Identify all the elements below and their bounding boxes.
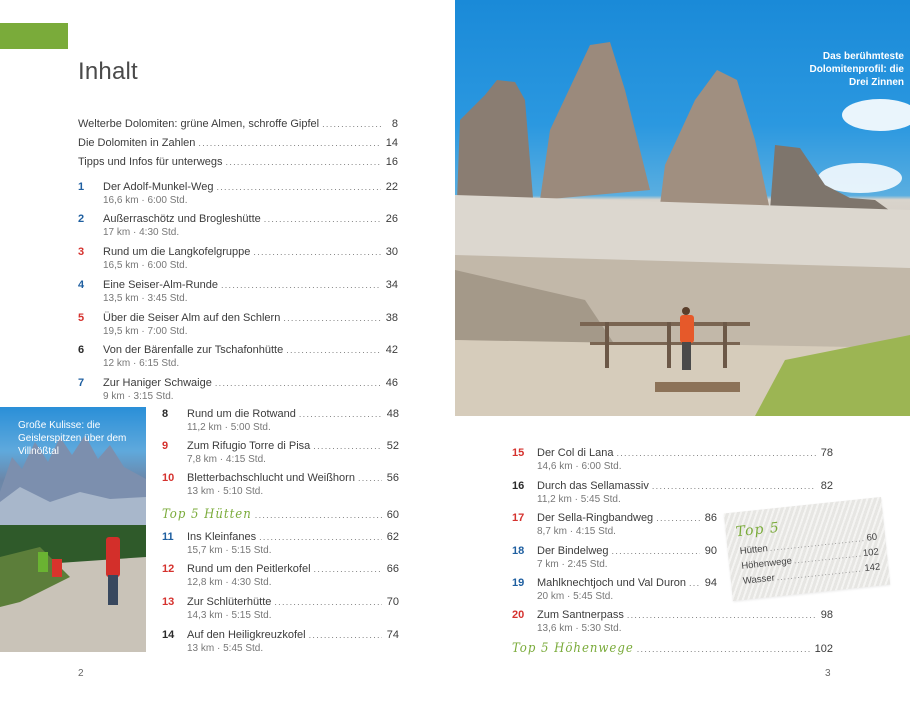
tour-entry[interactable] [512, 545, 717, 570]
page-number: 3 [825, 668, 831, 679]
leader-dots [255, 510, 382, 520]
tour-page: 30 [385, 246, 398, 258]
tour-title: Rund um die Langkofelgruppe [103, 246, 251, 258]
tour-title: Zum Rifugio Torre di Pisa [187, 440, 311, 452]
tour-title: Von der Bärenfalle zur Tschafonhütte [103, 344, 284, 356]
tour-page: 70 [386, 596, 399, 608]
leader-dots [221, 280, 381, 290]
tour-title: Bletterbachschlucht und Weißhorn [187, 472, 355, 484]
tour-meta: 15,7 km · 5:15 Std. [187, 545, 272, 556]
tour-page: 46 [385, 377, 398, 389]
tour-meta: 12,8 km · 4:30 Std. [187, 577, 272, 588]
photo-caption: Große Kulisse: die Geislerspitzen über dem Villnößtal [18, 420, 127, 457]
leader-dots [793, 549, 861, 565]
toc-intro-row[interactable] [78, 156, 398, 168]
tour-page: 22 [385, 181, 398, 193]
tour-entry[interactable] [162, 596, 399, 621]
tour-page: 82 [820, 480, 833, 492]
tour-title: Ins Kleinfanes [187, 531, 257, 543]
tour-number: 12 [162, 563, 175, 575]
tour-page: 52 [386, 440, 399, 452]
toc-page: 14 [385, 137, 398, 149]
tour-title: Über die Seiser Alm auf den Schlern [103, 312, 281, 324]
toc-special-row[interactable] [162, 507, 399, 522]
tour-entry[interactable] [78, 377, 398, 402]
tour-title: Zum Santnerpass [537, 609, 624, 621]
tour-entry[interactable] [78, 312, 398, 337]
tour-title-row [103, 312, 398, 324]
leader-dots [283, 313, 381, 323]
toc-intro-row[interactable] [78, 118, 398, 130]
tour-meta: 16,6 km · 6:00 Std. [103, 195, 188, 206]
tour-page: 38 [385, 312, 398, 324]
top5-label: Hütten [739, 543, 769, 557]
tour-meta: 14,3 km · 5:15 Std. [187, 610, 272, 621]
tour-entry[interactable] [78, 344, 398, 369]
photo-geislerspitzen [0, 407, 146, 652]
tour-title: Zur Haniger Schwaige [103, 377, 212, 389]
tour-title-row [187, 629, 399, 641]
tour-page: 48 [386, 408, 399, 420]
tour-entry[interactable] [512, 577, 717, 602]
tour-page: 94 [704, 577, 717, 589]
leader-dots [299, 409, 382, 419]
leader-dots [215, 378, 381, 388]
leader-dots [198, 138, 381, 148]
tour-number: 8 [162, 408, 169, 420]
tour-title-row [103, 344, 398, 356]
tour-title-row [187, 531, 399, 543]
tour-title-row [187, 440, 399, 452]
tour-number: 10 [162, 472, 175, 484]
tour-meta: 13 km · 5:10 Std. [187, 486, 264, 497]
tour-entry[interactable] [162, 629, 399, 654]
photo-drei-zinnen [455, 0, 910, 416]
tour-title-row [187, 472, 399, 484]
leader-dots [637, 644, 812, 654]
tour-title-row [187, 596, 399, 608]
tour-page: 98 [820, 609, 833, 621]
tour-entry[interactable] [162, 408, 399, 433]
tour-meta: 7,8 km · 4:15 Std. [187, 454, 266, 465]
tour-title: Der Bindelweg [537, 545, 609, 557]
tour-title-row [537, 545, 717, 557]
tour-title-row [103, 181, 398, 193]
leader-dots [259, 532, 382, 542]
tour-number: 17 [512, 512, 525, 524]
tour-meta: 19,5 km · 7:00 Std. [103, 326, 188, 337]
photo-caption: Das berühmteste Dolomitenprofil: die Drei Zinnen [809, 51, 904, 88]
tour-meta: 16,5 km · 6:00 Std. [103, 260, 188, 271]
leader-dots [322, 119, 381, 129]
tour-title: Auf den Heiligkreuzkofel [187, 629, 306, 641]
tour-page: 26 [385, 213, 398, 225]
tour-title-row [187, 563, 399, 575]
leader-dots [274, 597, 382, 607]
tour-title: Der Adolf-Munkel-Weg [103, 181, 214, 193]
tour-title: Durch das Sellamassiv [537, 480, 649, 492]
tour-number: 1 [78, 181, 85, 193]
tour-number: 19 [512, 577, 525, 589]
tour-meta: 11,2 km · 5:00 Std. [187, 422, 271, 433]
tour-number: 7 [78, 377, 85, 389]
leader-dots [652, 481, 816, 491]
tour-page: 66 [386, 563, 399, 575]
leader-dots [286, 345, 381, 355]
tour-meta: 7 km · 2:45 Std. [537, 559, 608, 570]
tour-page: 74 [386, 629, 399, 641]
tour-number: 11 [162, 531, 174, 543]
tour-number: 13 [162, 596, 175, 608]
tour-title-row [537, 480, 833, 492]
tour-meta: 13 km · 5:45 Std. [187, 643, 264, 654]
tour-page: 86 [704, 512, 717, 524]
tour-title: Der Col di Lana [537, 447, 614, 459]
top5-page: 142 [863, 561, 881, 575]
tour-title-row [537, 447, 833, 459]
tour-page: 34 [385, 279, 398, 291]
tour-entry[interactable] [78, 213, 398, 238]
tour-number: 3 [78, 246, 85, 258]
tour-meta: 20 km · 5:45 Std. [537, 591, 614, 602]
toc-intro-row[interactable] [78, 137, 398, 149]
tour-number: 4 [78, 279, 85, 291]
leader-dots [627, 610, 816, 620]
leader-dots [309, 630, 382, 640]
tour-entry[interactable] [78, 246, 398, 271]
tour-meta: 8,7 km · 4:15 Std. [537, 526, 616, 537]
toc-page: 102 [814, 643, 833, 655]
tour-title: Eine Seiser-Alm-Runde [103, 279, 218, 291]
tour-title-row [103, 213, 398, 225]
leader-dots [358, 473, 382, 483]
tour-title-row [537, 609, 833, 621]
leader-dots [612, 546, 700, 556]
leader-dots [216, 182, 381, 192]
top5-card [724, 497, 890, 601]
tour-number: 14 [162, 629, 175, 641]
tour-number: 15 [512, 447, 525, 459]
tour-entry[interactable] [78, 181, 398, 206]
tour-meta: 9 km · 3:15 Std. [103, 391, 174, 402]
leader-dots [264, 214, 381, 224]
top5-page: 102 [862, 546, 880, 560]
tour-title: Außerraschötz und Brogleshütte [103, 213, 261, 225]
leader-dots [656, 513, 700, 523]
leader-dots [689, 578, 700, 588]
tour-page: 42 [385, 344, 398, 356]
tour-number: 5 [78, 312, 85, 324]
tour-number: 16 [512, 480, 525, 492]
tour-meta: 13,5 km · 3:45 Std. [103, 293, 188, 304]
tour-title: Der Sella-Ringbandweg [537, 512, 654, 524]
leader-dots [616, 448, 816, 458]
tour-meta: 14,6 km · 6:00 Std. [537, 461, 622, 472]
tour-page: 56 [386, 472, 399, 484]
tour-number: 6 [78, 344, 85, 356]
tour-meta: 12 km · 6:15 Std. [103, 358, 180, 369]
tour-title: Zur Schlüterhütte [187, 596, 272, 608]
tour-title-row [103, 279, 398, 291]
toc-label: Tipps und Infos für unterwegs [78, 156, 223, 168]
tour-entry[interactable] [162, 563, 399, 588]
tour-title-row [103, 377, 398, 389]
accent-bar [0, 23, 68, 49]
tour-title-row [537, 512, 717, 524]
tour-entry[interactable] [512, 609, 833, 634]
tour-title: Rund um den Peitlerkofel [187, 563, 311, 575]
tour-title-row [187, 408, 399, 420]
tour-number: 20 [512, 609, 525, 621]
leader-dots [776, 564, 863, 582]
leader-dots [314, 564, 382, 574]
tour-meta: 17 km · 4:30 Std. [103, 227, 180, 238]
tour-title: Rund um die Rotwand [187, 408, 296, 420]
tour-entry[interactable] [162, 531, 399, 556]
toc-label: Die Dolomiten in Zahlen [78, 137, 196, 149]
tour-number: 9 [162, 440, 169, 452]
tour-number: 2 [78, 213, 85, 225]
tour-entry[interactable] [162, 440, 399, 465]
tour-title: Mahlknechtjoch und Val Duron [537, 577, 686, 589]
toc-label: Top 5 Hütten [162, 507, 252, 522]
tour-meta: 11,2 km · 5:45 Std. [537, 494, 621, 505]
leader-dots [313, 441, 382, 451]
toc-label: Welterbe Dolomiten: grüne Almen, schroffe Gipfel [78, 118, 320, 130]
tour-entry[interactable] [512, 480, 833, 505]
tour-entry[interactable] [512, 447, 833, 472]
tour-entry[interactable] [78, 279, 398, 304]
toc-label: Top 5 Höhenwege [512, 641, 634, 656]
leader-dots [226, 157, 381, 167]
tour-number: 18 [512, 545, 525, 557]
top5-label: Höhenwege [740, 555, 793, 572]
tour-page: 90 [704, 545, 717, 557]
toc-page: 16 [385, 156, 398, 168]
toc-page: 60 [386, 509, 399, 521]
toc-special-row[interactable] [512, 641, 833, 656]
tour-entry[interactable] [162, 472, 399, 497]
tour-page: 78 [820, 447, 833, 459]
top5-title: Top 5 [735, 519, 781, 541]
tour-meta: 13,6 km · 5:30 Std. [537, 623, 622, 634]
top5-page: 60 [866, 531, 878, 544]
leader-dots [253, 247, 381, 257]
page-title: Inhalt [78, 58, 138, 85]
tour-page: 62 [386, 531, 399, 543]
tour-entry[interactable] [512, 512, 717, 537]
toc-page: 8 [391, 118, 398, 130]
tour-title-row [103, 246, 398, 258]
page-number: 2 [78, 668, 84, 679]
tour-title-row [537, 577, 717, 589]
top5-label: Wasser [742, 572, 776, 587]
